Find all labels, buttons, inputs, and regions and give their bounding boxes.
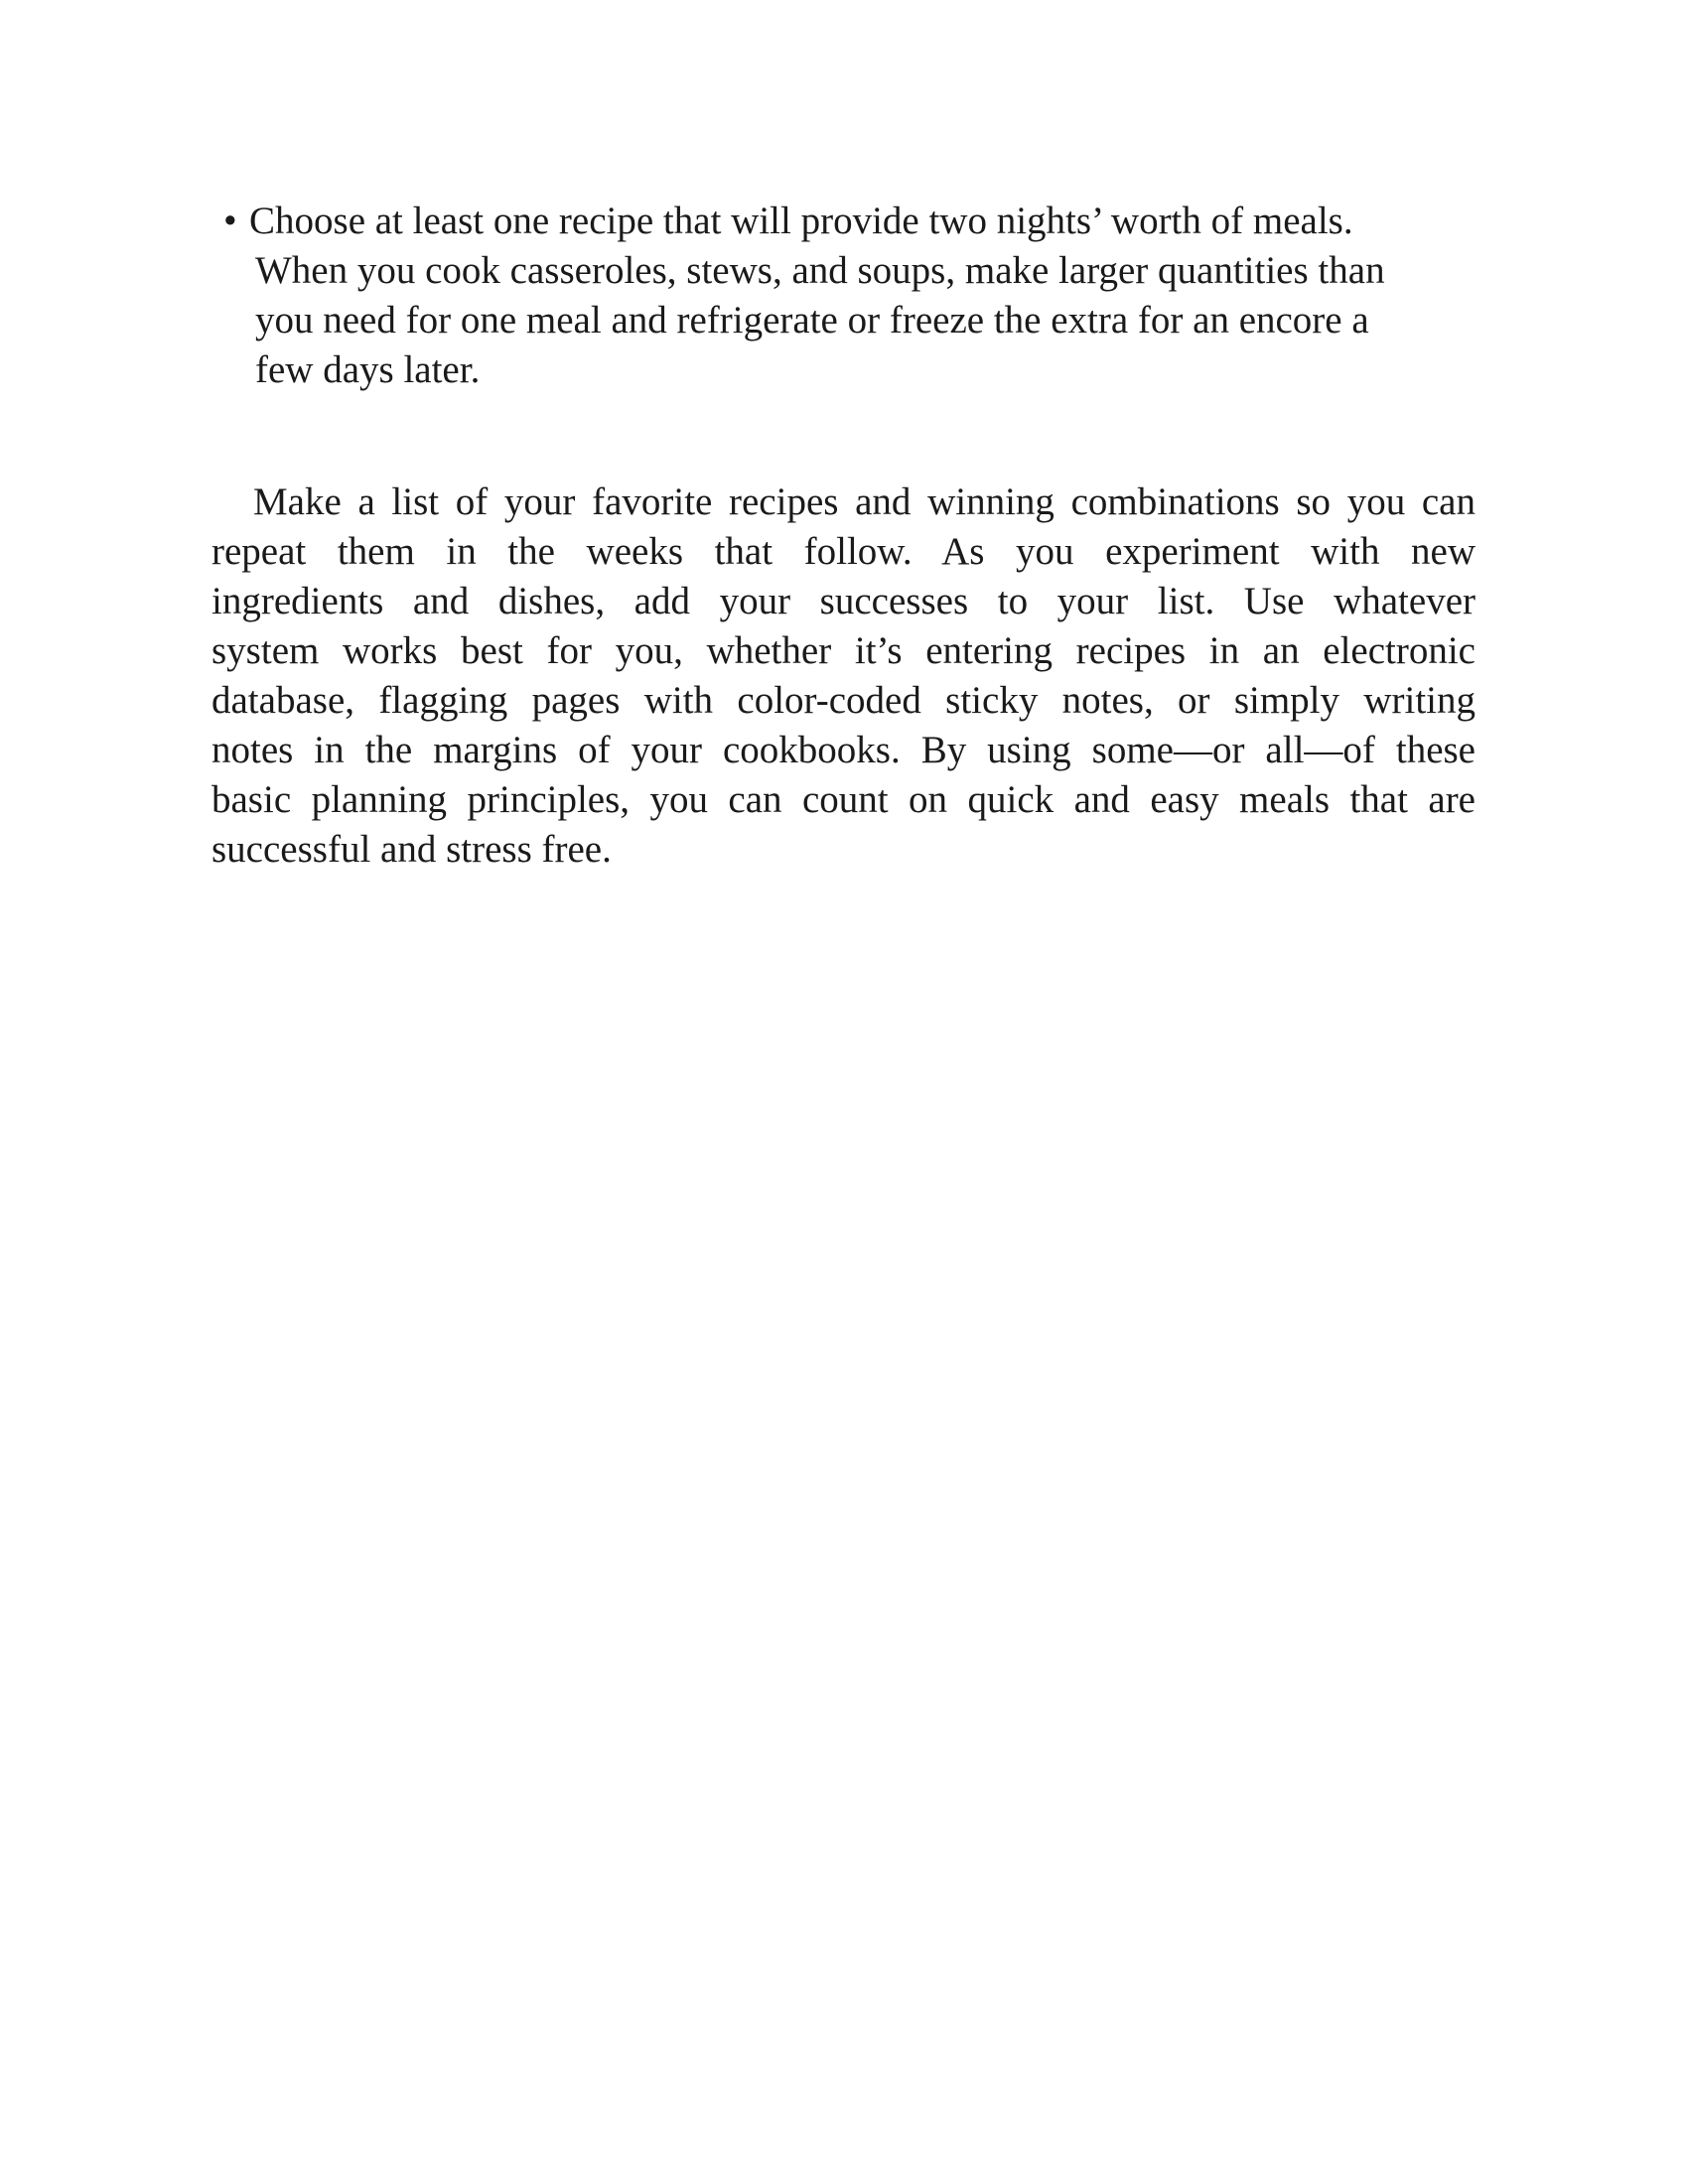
bullet-list-item xyxy=(223,197,1484,395)
bullet-marker: • xyxy=(223,200,237,242)
bullet-line: few days later. xyxy=(255,348,481,391)
bullet-line: When you cook casseroles, stews, and soups, make larger quantities than xyxy=(255,249,1385,292)
paragraph-line: basic planning principles, you can count on quick and easy meals that are xyxy=(211,778,1476,821)
paragraph-line: successful and stress free. xyxy=(211,828,612,871)
body-paragraph xyxy=(211,478,1476,875)
bullet-line: Choose at least one recipe that will provide two nights’ worth of meals. xyxy=(249,200,1353,242)
paragraph-line: system works best for you, whether it’s entering recipes in an electronic xyxy=(211,629,1476,672)
paragraph-line: Make a list of your favorite recipes and winning combinations so you can xyxy=(253,480,1476,523)
bullet-text xyxy=(249,197,1484,395)
bullet-row xyxy=(223,197,1484,395)
paragraph-line: database, flagging pages with color-coded sticky notes, or simply writing xyxy=(211,679,1476,722)
paragraph-line: notes in the margins of your cookbooks. By using some—or all—of these xyxy=(211,729,1476,771)
paragraph-line: ingredients and dishes, add your successes to your list. Use whatever xyxy=(211,580,1476,622)
bullet-line: you need for one meal and refrigerate or freeze the extra for an encore a xyxy=(255,299,1369,341)
paragraph-line: repeat them in the weeks that follow. As you experiment with new xyxy=(211,530,1476,573)
